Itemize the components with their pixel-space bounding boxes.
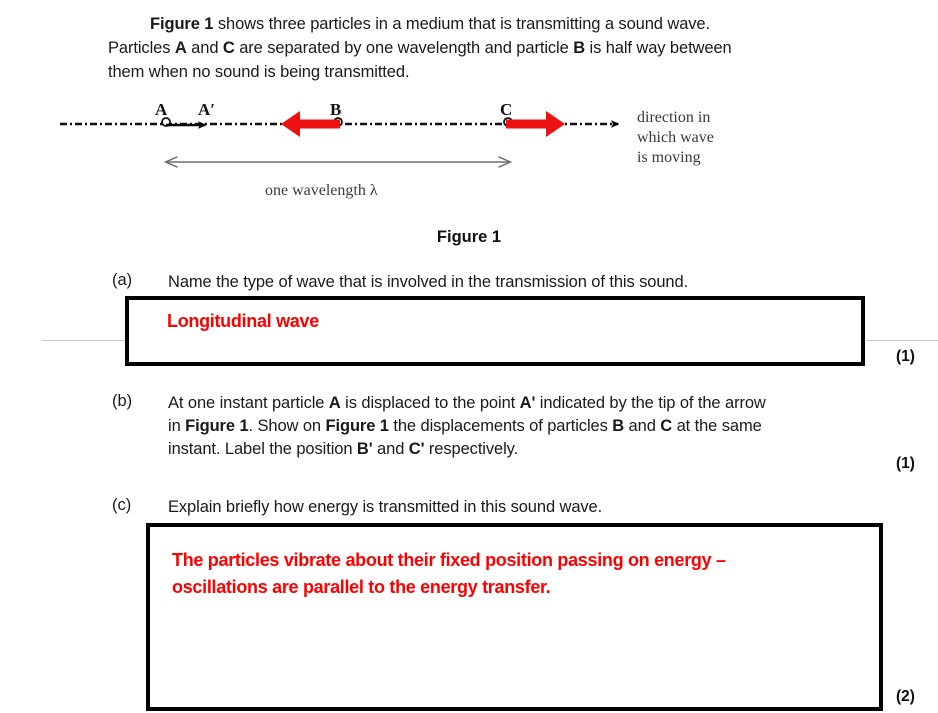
figure-1-svg [0, 96, 938, 216]
qb-ref-c: C [660, 417, 673, 435]
direction-note-line-2: which wave [637, 129, 714, 146]
qb-ref-fig1-second: Figure 1 [325, 417, 389, 435]
displacement-arrow-c-red [506, 111, 565, 137]
question-b-label: (b) [112, 392, 133, 410]
figure-label-c: C [500, 100, 513, 119]
question-a-text: Name the type of wave that is involved in the transmission of this sound. [168, 273, 689, 291]
intro-line2-d: is half way between [585, 39, 732, 57]
qb-line2-c: the displacements of particles [388, 417, 613, 435]
question-b-text [168, 392, 884, 461]
intro-line3: them when no sound is being transmitted. [108, 63, 410, 81]
qb-line2-b: . Show on [248, 417, 326, 435]
qb-line1-b: is displaced to the point [340, 394, 520, 412]
particle-c-ref: C [222, 39, 235, 57]
qb-line2-d: and [624, 417, 661, 435]
particle-b-ref: B [573, 39, 586, 57]
intro-line2-b: and [186, 39, 223, 57]
intro-line1-rest: shows three particles in a medium that is transmitting a sound wave. [213, 15, 710, 33]
answer-a-line-1: Longitudinal wave [167, 311, 319, 331]
qb-ref-c-prime: C' [408, 440, 425, 458]
wavelength-label: one wavelength λ [265, 182, 378, 199]
intro-paragraph [108, 12, 898, 84]
answer-c-line-1: The particles vibrate about their fixed position passing on energy – [172, 550, 726, 570]
qb-ref-a-prime: A' [519, 394, 536, 412]
qb-ref-a: A [328, 394, 341, 412]
qb-line1-c: indicated by the tip of the arrow [535, 394, 766, 412]
marks-question-c: (2) [896, 688, 915, 705]
qb-line2-e: at the same [672, 417, 762, 435]
page-rule-left [42, 340, 126, 341]
answer-box-c[interactable] [146, 523, 883, 711]
answer-c-line-2: oscillations are parallel to the energy transfer. [172, 577, 551, 597]
intro-line2-c: are separated by one wavelength and particle [234, 39, 574, 57]
qb-ref-fig1-first: Figure 1 [185, 417, 249, 435]
figure-label-b: B [330, 100, 342, 119]
answer-box-a[interactable] [125, 296, 865, 366]
intro-line2-a: Particles [108, 39, 175, 57]
qb-ref-b: B [612, 417, 625, 435]
question-a-label: (a) [112, 271, 133, 289]
marks-question-b: (1) [896, 455, 915, 472]
qb-line3-b: and [372, 440, 409, 458]
question-c-text: Explain briefly how energy is transmitted in this sound wave. [168, 498, 603, 516]
marks-question-a: (1) [896, 348, 915, 365]
qb-ref-b-prime: B' [356, 440, 373, 458]
direction-note-line-3: is moving [637, 149, 701, 166]
direction-note-line-1: direction in [637, 109, 711, 126]
question-c-label: (c) [112, 496, 132, 514]
qb-line3-a: instant. Label the position [168, 440, 357, 458]
qb-line2-a: in [168, 417, 186, 435]
figure-caption: Figure 1 [436, 228, 502, 246]
intro-figure-ref: Figure 1 [150, 15, 214, 33]
figure-label-a: A [155, 100, 168, 119]
page-rule-right [866, 340, 938, 341]
particle-a-ref: A [174, 39, 187, 57]
figure-label-a-prime: A′ [198, 100, 216, 119]
figure-1-diagram [0, 96, 938, 216]
qb-line1-a: At one instant particle [168, 394, 329, 412]
qb-line3-c: respectively. [424, 440, 519, 458]
